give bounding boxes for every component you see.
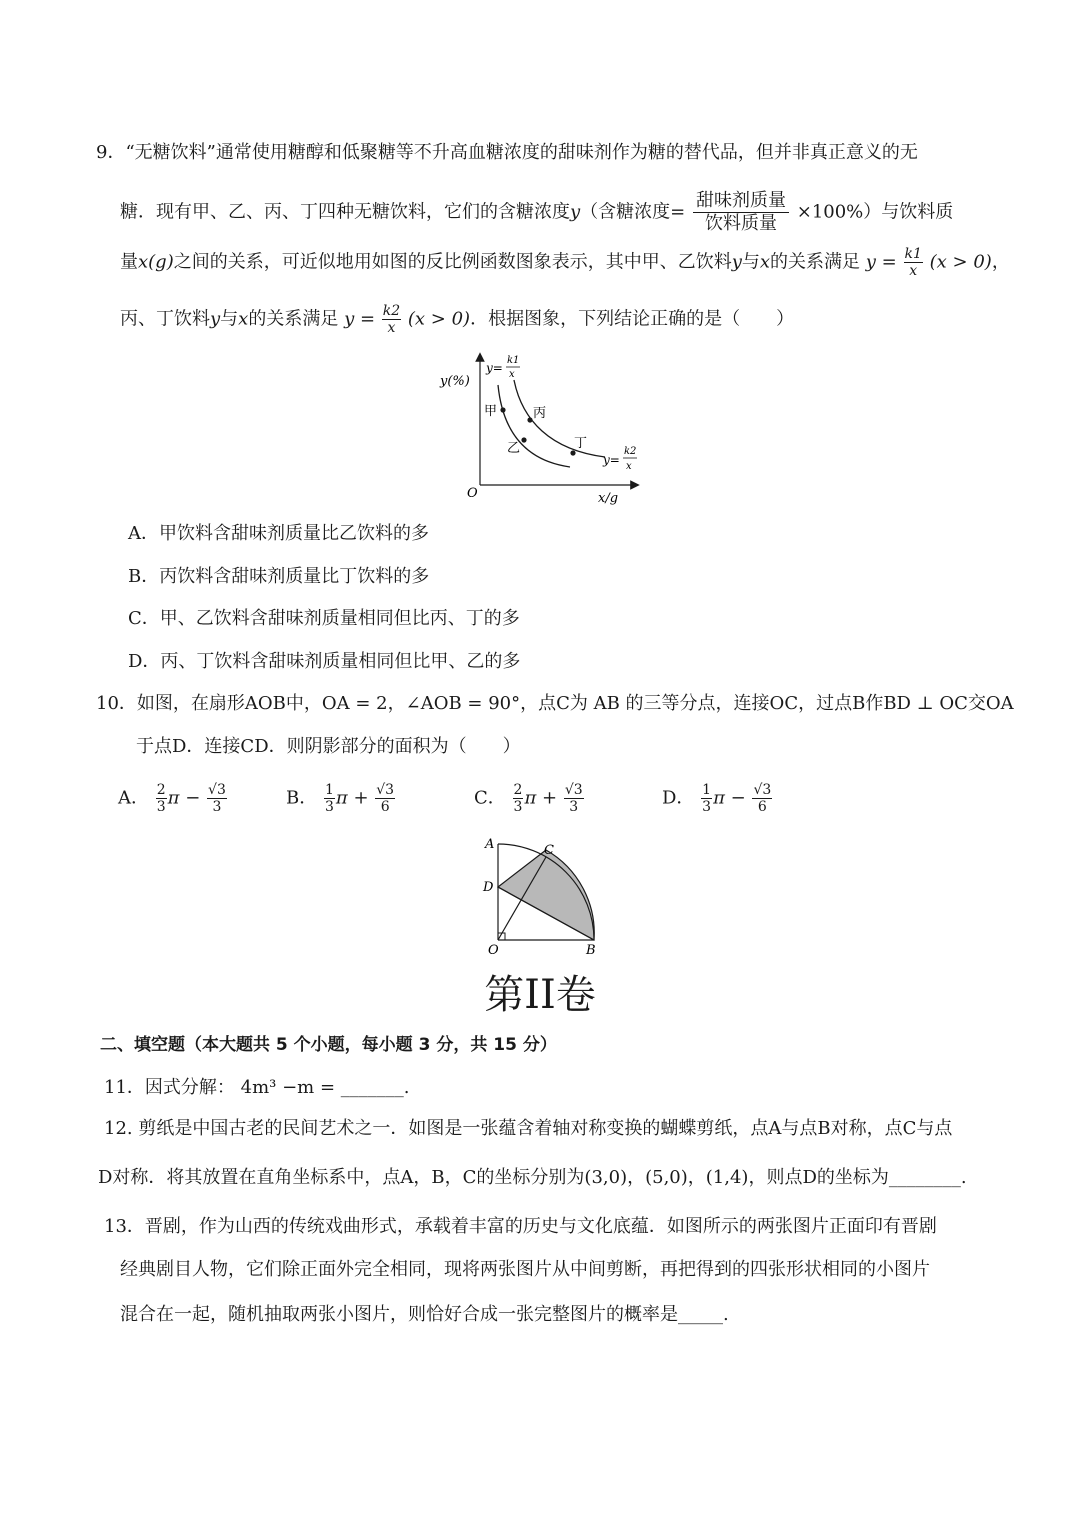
q9-concentration-fraction: [693, 190, 789, 235]
q9-label-jia: 甲: [484, 404, 498, 419]
q10-opt-c-d2: 3: [569, 799, 579, 815]
q9-label-yi: 乙: [507, 441, 521, 456]
q9-eq2-k2: k2: [382, 303, 401, 319]
q9-eq2-lhs: y =: [344, 308, 376, 330]
q10-opt-d-op: π −: [713, 787, 746, 809]
section-heading: 二、填空题（本大题共 5 个小题，每小题 3 分，共 15 分）: [100, 1035, 557, 1055]
q9-label-bing: 丙: [533, 406, 547, 421]
q9-eq1-lhs: y =: [865, 251, 897, 273]
q9-line4-a: 丙、丁饮料: [120, 308, 210, 330]
q10-option-d: [662, 782, 773, 815]
q10-opt-c-label: C．: [474, 787, 506, 809]
q10-label-D: D: [483, 880, 494, 895]
q9-var-y: y: [570, 201, 581, 223]
q10-line2: 于点D．连接CD．则阴影部分的面积为（ ）: [136, 736, 521, 757]
q10-opt-d-n1: 1: [702, 782, 712, 798]
q9-eq1-fraction: [904, 246, 923, 279]
q9-origin: O: [467, 486, 478, 501]
q10-opt-c-n2: √3: [564, 782, 583, 798]
q12-line1: 12. 剪纸是中国古老的民间艺术之一．如图是一张蕴含着轴对称变换的蝴蝶剪纸，点A与点B对称，点C与点: [104, 1118, 953, 1139]
q13-line2: 经典剧目人物，它们除正面外完全相同，现将两张图片从中间剪断，再把得到的四张形状相同的小图片: [120, 1259, 930, 1280]
q10-label-C: C: [544, 843, 554, 858]
q13-line3: 混合在一起，随机抽取两张小图片，则恰好合成一张完整图片的概率是_____.: [120, 1304, 729, 1325]
q10-opt-a-op: π −: [167, 787, 201, 809]
q10-opt-a-frac2: [207, 782, 227, 815]
q10-opt-b-frac1: [324, 782, 335, 815]
q9-curve1-label-y: y=: [486, 361, 503, 375]
q10-opt-b-n1: 1: [324, 782, 334, 798]
q9-line3-f: ，: [991, 251, 1010, 273]
q9-line3-a: 量: [120, 251, 138, 273]
q10-opt-d-n2: √3: [753, 782, 772, 798]
q9-eq1-k1: k1: [904, 246, 922, 262]
q10-option-a: [118, 782, 228, 815]
q9-line3: [120, 246, 1010, 279]
q10-opt-a-n1: 2: [156, 782, 166, 798]
q9-var-x2: x: [759, 251, 771, 273]
section-title: 第II卷: [484, 972, 596, 1018]
q10-opt-c-frac1: [513, 782, 524, 815]
q9-var-x3: x: [238, 308, 249, 330]
q9-var-y3: y: [210, 308, 221, 330]
q9-line2-c: ×100%）与饮料质: [796, 201, 954, 223]
q10-opt-a-label: A．: [118, 787, 149, 809]
q9-option-d: D．丙、丁饮料含甜味剂质量相同但比甲、乙的多: [128, 651, 521, 672]
q10-line1: 10．如图，在扇形AOB中，OA = 2，∠AOB = 90°，点C为 AB 的三等分点，连接OC，过点B作BD ⊥ OC交OA: [96, 693, 1014, 714]
q9-eq2-fraction: [382, 303, 401, 336]
q9-line2: [120, 190, 953, 235]
q10-opt-c-op: π +: [524, 787, 558, 809]
q9-curve2-label-x: x: [626, 461, 632, 472]
q9-line1: 9．“无糖饮料”通常使用糖醇和低聚糖等不升高血糖浓度的甜味剂作为糖的替代品，但并非真正意义的无: [96, 142, 918, 163]
q9-label-ding: 丁: [574, 436, 588, 451]
q10-label-B: B: [586, 943, 596, 957]
q9-curve1-label-x: x: [509, 369, 515, 380]
q10-opt-d-d1: 3: [702, 799, 712, 815]
q9-var-xg: x(g): [138, 251, 174, 273]
q10-figure: [478, 832, 608, 957]
q9-line4-c: 的关系满足: [248, 308, 339, 330]
q9-option-b: B．丙饮料含甜味剂质量比丁饮料的多: [128, 566, 430, 587]
q9-eq1-cond: (x > 0): [929, 251, 992, 273]
q10-opt-a-frac1: [156, 782, 167, 815]
q10-opt-d-frac1: [701, 782, 712, 815]
q9-curve2-label-y: y=: [603, 453, 620, 467]
q9-frac-den: 饮料质量: [705, 213, 777, 234]
q9-var-y2: y: [731, 251, 742, 273]
q9-graph: [430, 345, 660, 510]
q10-opt-b-frac2: [375, 782, 395, 815]
q9-point-ding: [570, 450, 575, 455]
q9-ylabel: y(%): [440, 374, 470, 389]
q9-line3-c: 与: [741, 251, 760, 273]
q10-opt-b-d2: 6: [380, 799, 390, 815]
q10-option-b: [286, 782, 396, 815]
q9-line4-b: 与: [220, 308, 239, 330]
q13-line1: 13．晋剧，作为山西的传统戏曲形式，承载着丰富的历史与文化底蕴．如图所示的两张图片正面印有晋剧: [104, 1216, 937, 1237]
q9-option-c: C．甲、乙饮料含甜味剂质量相同但比丙、丁的多: [128, 608, 520, 629]
q10-opt-a-n2: √3: [208, 782, 226, 798]
q10-opt-d-frac2: [752, 782, 772, 815]
q10-label-A: A: [485, 837, 495, 852]
q9-line4: [120, 303, 794, 336]
q10-opt-b-n2: √3: [376, 782, 395, 798]
q11-text: 11．因式分解： 4m³ −m = _______.: [104, 1077, 410, 1098]
q12-line2: D对称．将其放置在直角坐标系中，点A，B，C的坐标分别为(3,0)，(5,0)，(1,4)，则点D的坐标为________.: [98, 1167, 967, 1188]
q9-line2-a: 糖．现有甲、乙、丙、丁四种无糖饮料，它们的含糖浓度: [120, 201, 570, 223]
q10-opt-d-label: D．: [662, 787, 695, 809]
q10-opt-c-frac2: [564, 782, 584, 815]
q9-xlabel: x/g: [598, 491, 619, 506]
q10-option-c: [474, 782, 585, 815]
q9-line4-d: ．根据图象，下列结论正确的是（ ）: [470, 308, 795, 330]
q9-curve-k2: [514, 380, 605, 457]
q10-opt-d-d2: 6: [757, 799, 767, 815]
q10-opt-c-d1: 3: [513, 799, 523, 815]
q9-line3-b: 之间的关系，可近似地用如图的反比例函数图象表示，其中甲、乙饮料: [173, 251, 732, 273]
q9-line3-d: 的关系满足: [770, 251, 861, 273]
q10-opt-b-op: π +: [335, 787, 369, 809]
q10-opt-b-d1: 3: [324, 799, 334, 815]
q9-eq2-x: x: [387, 320, 396, 336]
q9-curve1-label-k: k1: [507, 355, 520, 366]
q9-point-jia: [500, 407, 505, 412]
q9-eq2-cond: (x > 0): [407, 308, 471, 330]
q9-option-a: A．甲饮料含甜味剂质量比乙饮料的多: [128, 523, 429, 544]
q10-opt-b-label: B．: [286, 787, 318, 809]
q9-eq1-x: x: [909, 263, 918, 279]
q10-opt-a-d1: 3: [156, 799, 166, 815]
q10-label-O: O: [488, 943, 499, 957]
q9-point-yi: [521, 437, 526, 442]
q9-point-bing: [527, 417, 532, 422]
q10-opt-c-n1: 2: [513, 782, 523, 798]
q9-line2-b: （含糖浓度=: [580, 201, 686, 223]
q9-frac-num: 甜味剂质量: [693, 190, 789, 213]
q9-curve2-label-k: k2: [624, 446, 637, 457]
q10-opt-a-d2: 3: [212, 799, 222, 815]
